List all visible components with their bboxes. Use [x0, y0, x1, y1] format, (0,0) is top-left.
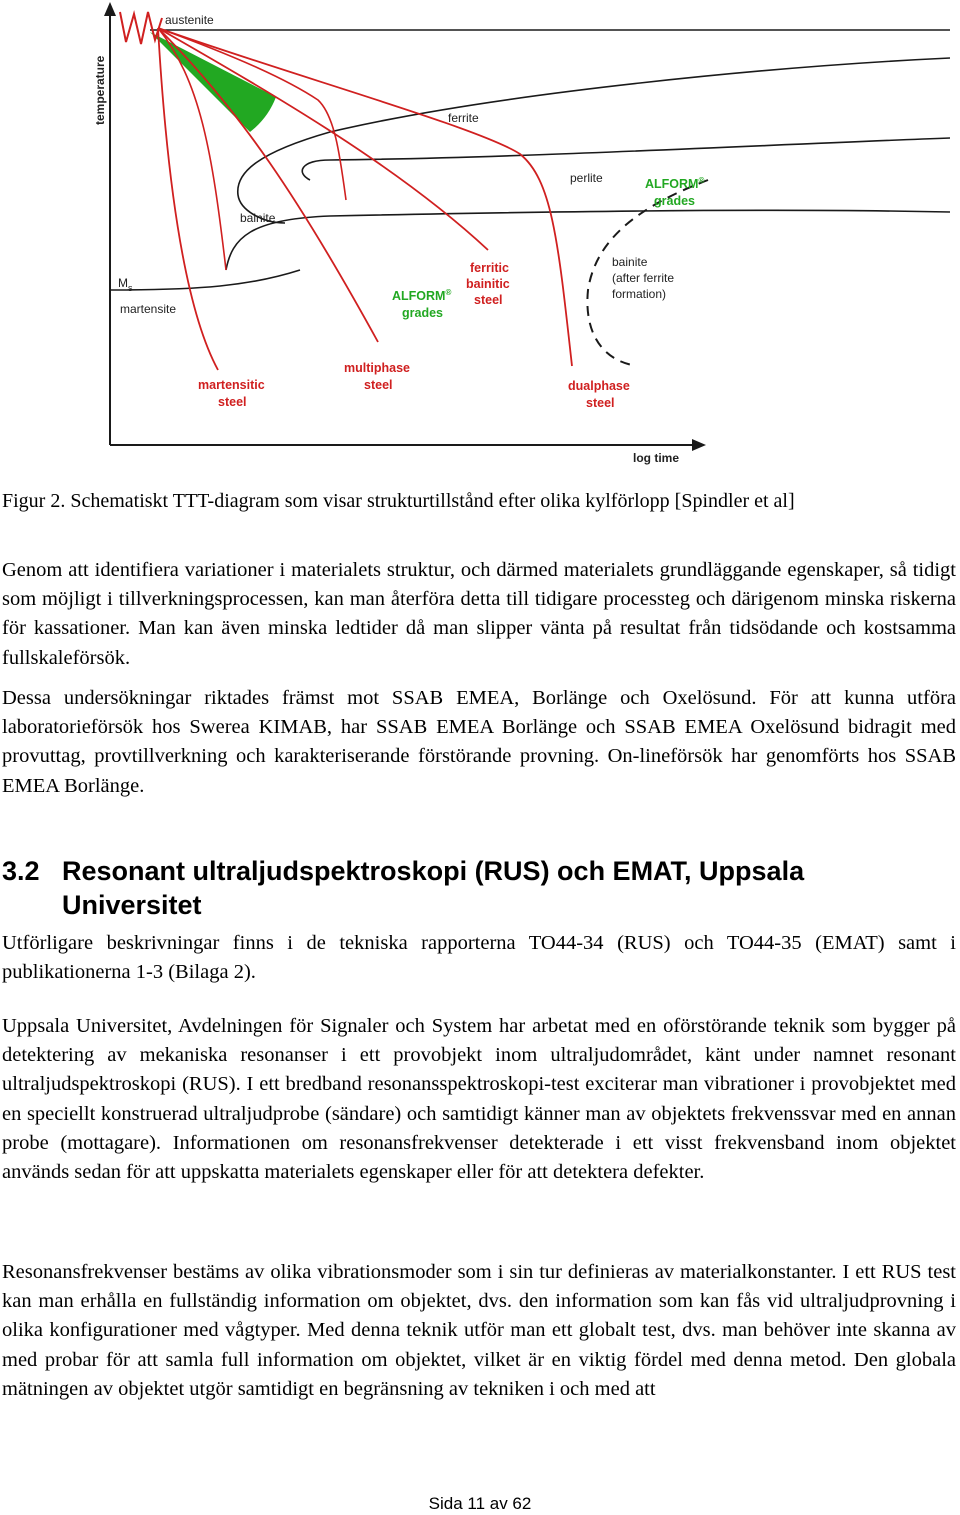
label-multiphase-2: steel [364, 378, 393, 392]
label-martensite: martensite [120, 302, 177, 316]
label-ferritic-1: ferritic [470, 261, 509, 275]
label-multiphase-1: multiphase [344, 361, 410, 375]
section-title-line2: Universitet [62, 890, 202, 920]
paragraph-2: Dessa undersökningar riktades främst mot SSAB EMEA, Borlänge och Oxelösund. För att kunna utföra laboratorieförsök hos Swerea KIMAB, har SSAB EMEA Borlänge och SSAB EMEA Oxelösund bidragit med provuttag, provtillverkning och karakteriserande förstörande provning. On-lineförsök har genomförts hos SSAB EMEA Borlänge. [2, 687, 956, 797]
paragraph-1: Genom att identifiera variationer i materialets struktur, och därmed materialets grundläggande egenskaper, så tidigt som möjligt i tillverkningsprocessen, kan man återföra detta till tidigare processteg och därigenom minska riskerna för kassationer. Man kan även minska ledtider då man slipper vänta på resultat från tidsödande och kostsamma fullskaleförsök. [2, 559, 956, 669]
label-alform-mid-1 [392, 288, 451, 303]
label-alform-right-2: grades [654, 194, 695, 208]
label-austenite: austenite [165, 13, 214, 27]
bainite-curve [226, 210, 950, 270]
label-ms-sub: s [128, 283, 133, 293]
paragraph-5: Resonansfrekvenser bestäms av olika vibrationsmoder som i sin tur definieras av materialkonstanter. I ett RUS test kan man erhålla en fullständig information om objektet, dvs. den information som kan fås vid ultraljudprovning i olika konfigurationer med vågtyper. Med denna teknik utför man ett globalt test, dvs. man behöver inte skanna av med probar för att samla full information om objektet, vilket är en viktig fördel med denna metod. Den globala mätningen av objektet utgör samtidigt en begränsning av tekniken i och med att [2, 1261, 956, 1400]
y-axis-arrow [104, 2, 116, 16]
section-number: 3.2 [2, 856, 40, 886]
label-bainite-after-3: formation) [612, 287, 667, 301]
x-axis-arrow [692, 439, 706, 451]
label-alform-right-text: ALFORM [645, 177, 699, 191]
label-bainite-after-2: (after ferrite [612, 271, 675, 285]
label-bainite: bainite [240, 211, 276, 225]
label-alform-mid-reg: ® [445, 288, 452, 297]
y-axis-label: temperature [93, 55, 107, 125]
paragraph-3: Utförligare beskrivningar finns i de tekniska rapporterna TO44-34 (RUS) och TO44-35 (EMAT) samt i publikationerna 1-3 (Bilaga 2). [2, 932, 956, 984]
label-dualphase-1: dualphase [568, 379, 630, 393]
figure-caption: Figur 2. Schematiskt TTT-diagram som visar strukturtillstånd efter olika kylförlopp [Spindler et al] [2, 490, 795, 512]
section-heading [2, 854, 958, 922]
label-bainite-after-1: bainite [612, 255, 648, 269]
label-alform-right-1 [645, 176, 704, 191]
ttt-diagram-svg [0, 0, 960, 475]
label-ferritic-3: steel [474, 293, 503, 307]
label-alform-mid-text: ALFORM [392, 289, 446, 303]
perlite-curve [302, 138, 950, 180]
section-title-line1: Resonant ultraljudspektroskopi (RUS) och EMAT, Uppsala [62, 856, 805, 886]
label-alform-right-reg: ® [698, 176, 705, 185]
page-footer: Sida 11 av 62 [428, 1494, 532, 1513]
label-alform-mid-2: grades [402, 306, 443, 320]
x-axis-label: log time [633, 451, 680, 465]
label-ferritic-2: bainitic [466, 277, 510, 291]
label-martensitic-2: steel [218, 395, 247, 409]
label-dualphase-2: steel [586, 396, 615, 410]
paragraph-4: Uppsala Universitet, Avdelningen för Signaler och System har arbetat med en oförstörande teknik som bygger på detektering av mekaniska resonanser i ett provobjekt inom ultraljudområdet, känt under namnet resonant ultraljudspektroskopi (RUS). I ett bredband resonansspektroskopi-test exciterar man vibrationer i provobjektet med en speciellt konstruerad ultraljudprobe (sändare) och samtidigt känner man av objektets frekvenssvar med en annan probe (mottagare). Informationen om resonansfrekvenser detekterade i ett visst frekvensband inom objektet används sedan för att uppskatta materialets egenskaper eller för att detektera defekter. [2, 1015, 956, 1184]
label-martensitic-1: martensitic [198, 378, 265, 392]
label-ferrite: ferrite [448, 111, 479, 125]
ms-line [110, 270, 300, 290]
label-ms-main: M [118, 276, 128, 290]
austenite-zigzag [120, 12, 162, 44]
label-perlite: perlite [570, 171, 603, 185]
ttt-diagram [0, 0, 960, 475]
